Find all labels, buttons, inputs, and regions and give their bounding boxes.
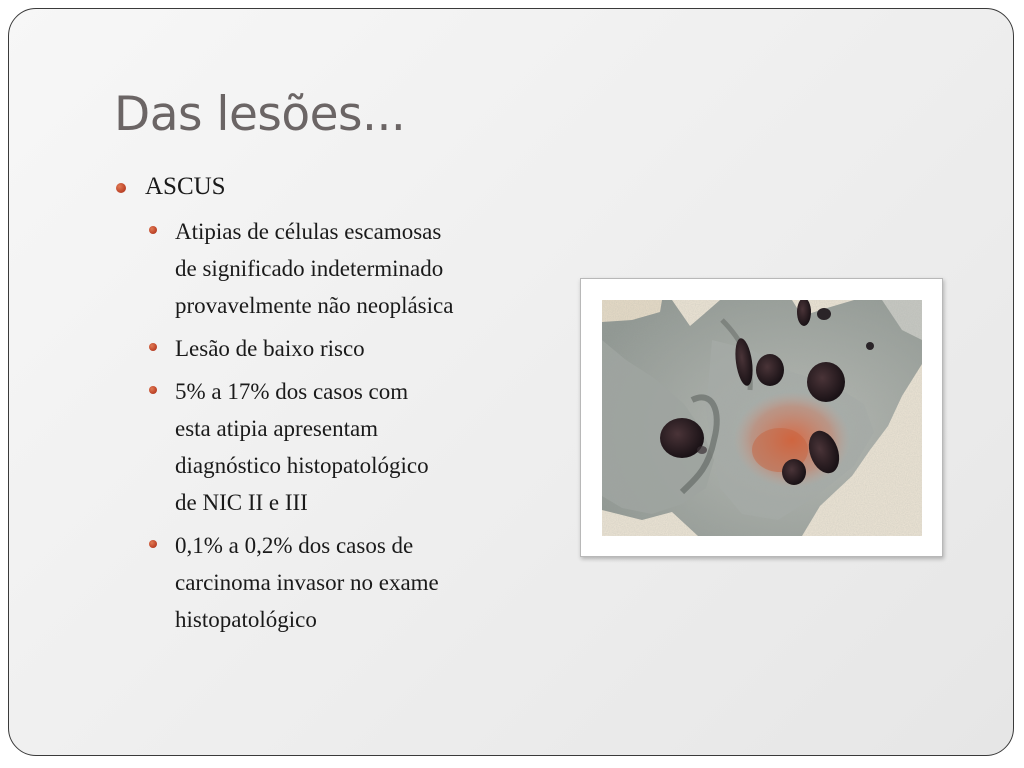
sub-bullet-list	[145, 213, 533, 638]
sub-bullet-nic-percentage	[145, 373, 533, 521]
micrograph-image	[602, 300, 922, 536]
bullet-ascus	[113, 171, 533, 638]
micrograph-frame	[580, 278, 943, 557]
bullet-dot-icon	[149, 540, 157, 548]
sub-bullet-definition	[145, 213, 533, 324]
sub-bullet-text: 5% a 17% dos casos com esta atipia apresentam diagnóstico histopatológico de NIC II e III	[175, 379, 429, 515]
bullet-list	[113, 171, 533, 638]
sub-bullet-carcinoma-percentage	[145, 527, 533, 638]
sub-bullet-text: Lesão de baixo risco	[175, 336, 365, 361]
bullet-text: ASCUS	[145, 173, 226, 200]
slide-title: Das lesões...	[114, 87, 406, 142]
slide	[8, 8, 1014, 756]
bullet-dot-icon	[149, 386, 157, 394]
sub-bullet-text: 0,1% a 0,2% dos casos de carcinoma invasor no exame histopatológico	[175, 533, 439, 632]
bullet-dot-icon	[149, 343, 157, 351]
sub-bullet-risk	[145, 330, 533, 367]
bullet-dot-icon	[116, 183, 126, 193]
bullet-dot-icon	[149, 226, 157, 234]
bullet-content	[113, 171, 533, 644]
sub-bullet-text: Atipias de células escamosas de significado indeterminado provavelmente não neoplásica	[175, 219, 454, 318]
